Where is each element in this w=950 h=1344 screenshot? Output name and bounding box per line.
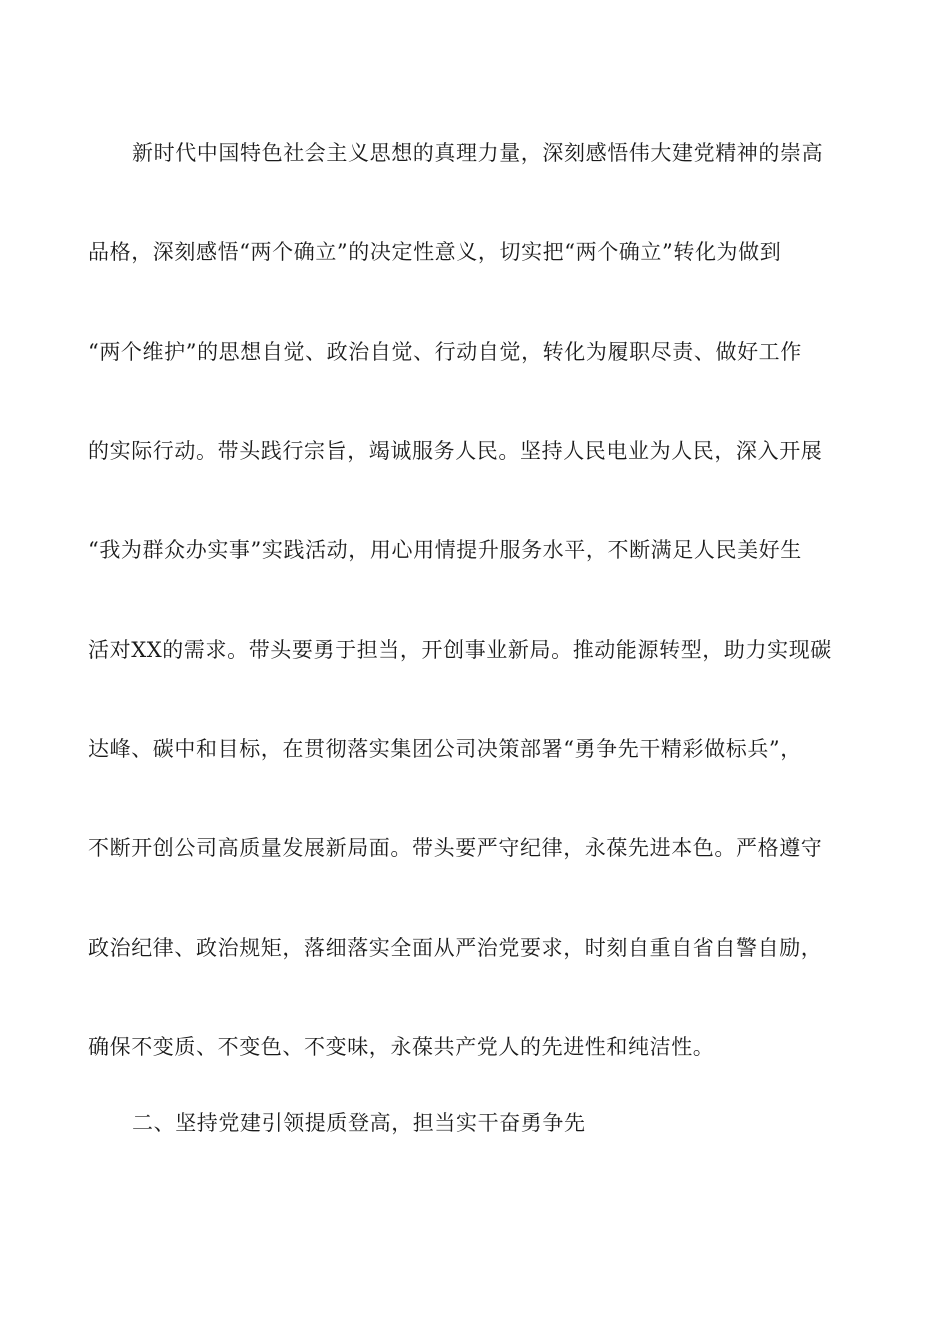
paragraph-line-2: 品格，深刻感悟“两个确立”的决定性意义，切实把“两个确立”转化为做到	[88, 240, 782, 264]
paragraph-line-5: “我为群众办实事”实践活动，用心用情提升服务水平，不断满足人民美好生	[88, 538, 802, 562]
paragraph-line-6: 活对XX的需求。带头要勇于担当，开创事业新局。推动能源转型，助力实现碳	[88, 638, 832, 662]
paragraph-line-4: 的实际行动。带头践行宗旨，竭诚服务人民。坚持人民电业为人民，深入开展	[88, 439, 823, 463]
section-heading: 二、坚持党建引领提质登高，担当实干奋勇争先	[132, 1111, 586, 1135]
paragraph-line-10: 确保不变质、不变色、不变味，永葆共产党人的先进性和纯洁性。	[88, 1035, 715, 1059]
paragraph-line-3: “两个维护”的思想自觉、政治自觉、行动自觉，转化为履职尽责、做好工作	[88, 340, 802, 364]
paragraph-line-8: 不断开创公司高质量发展新局面。带头要严守纪律，永葆先进本色。严格遵守	[88, 836, 823, 860]
paragraph-line-7: 达峰、碳中和目标，在贯彻落实集团公司决策部署“勇争先干精彩做标兵”，	[88, 737, 802, 761]
paragraph-line-1: 新时代中国特色社会主义思想的真理力量，深刻感悟伟大建党精神的崇高	[132, 141, 824, 165]
paragraph-line-9: 政治纪律、政治规矩，落细落实全面从严治党要求，时刻自重自省自警自励，	[88, 936, 823, 960]
